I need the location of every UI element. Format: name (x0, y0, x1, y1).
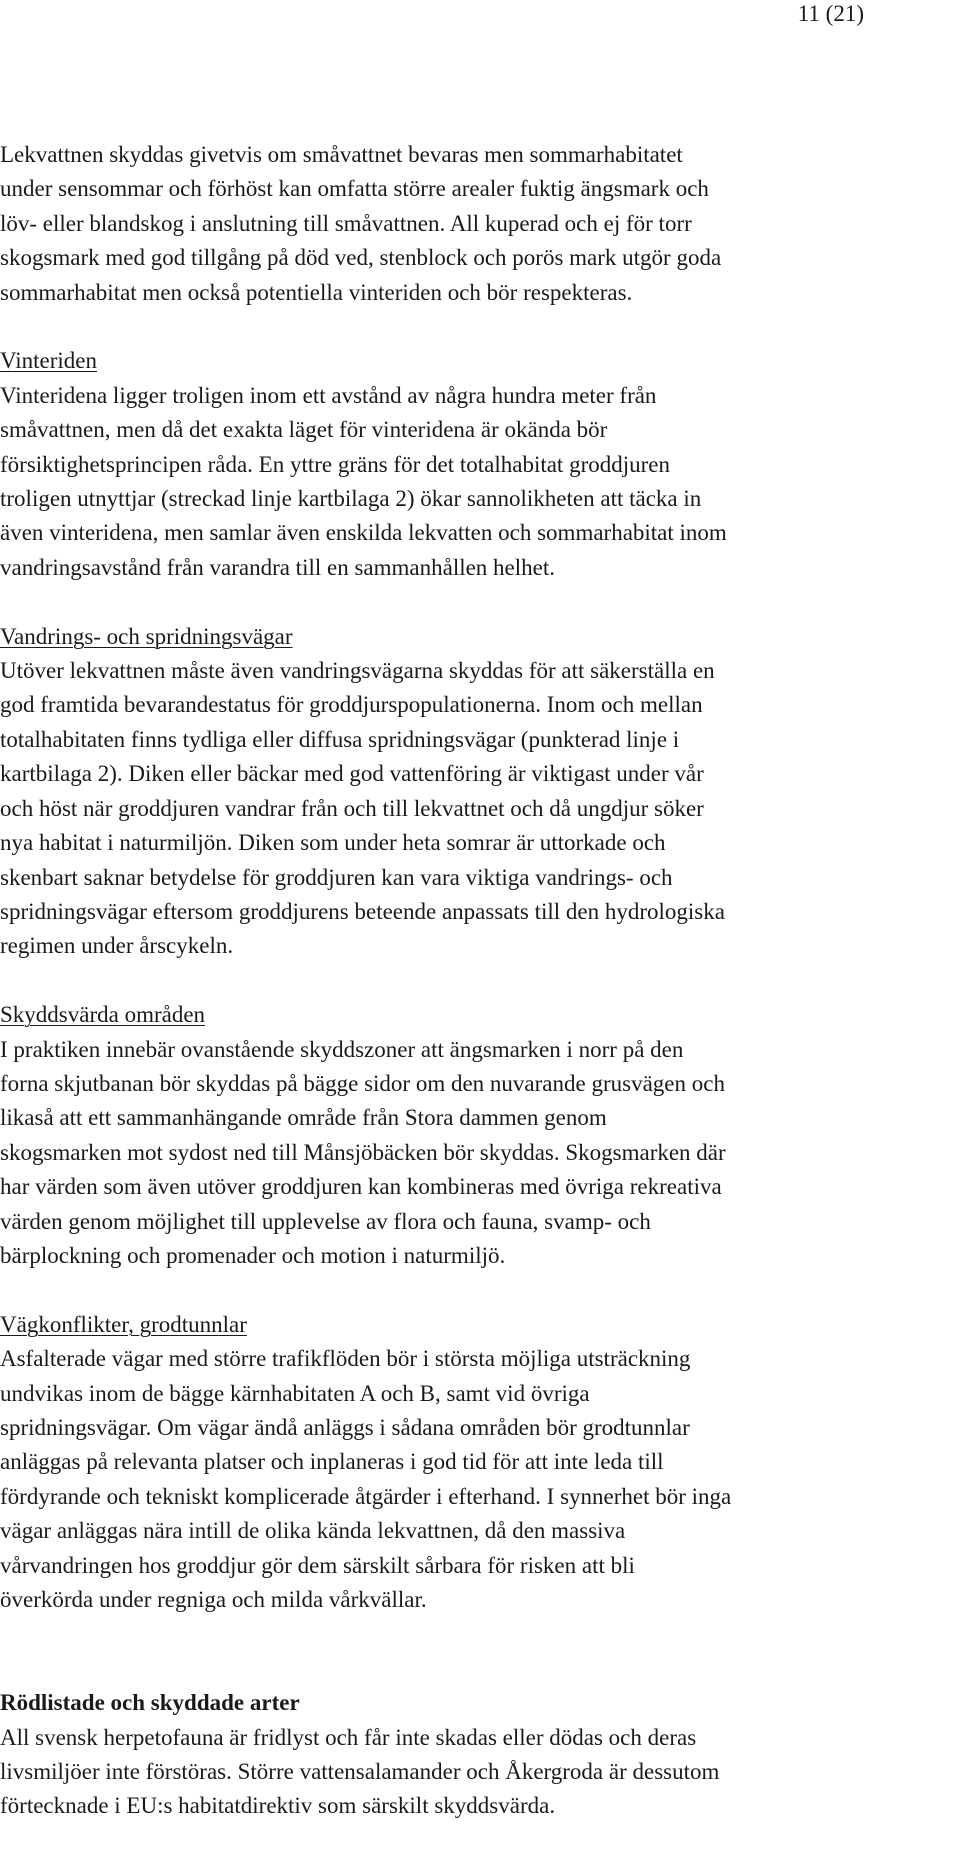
text-line: livsmiljöer inte förstöras. Större vattensalamander och Åkergroda är dessutom (0, 1759, 720, 1785)
text-line: och höst när groddjuren vandrar från och till lekvattnet och då ungdjur söker (0, 795, 704, 821)
section-heading: Vinteriden (0, 348, 97, 374)
text-line: I praktiken innebär ovanstående skyddszoner att ängsmarken i norr på den (0, 1036, 684, 1062)
section-heading: Rödlistade och skyddade arter (0, 1690, 300, 1716)
text-line: regimen under årscykeln. (0, 933, 234, 959)
section-vinteriden (0, 344, 960, 585)
text-line: löv- eller blandskog i anslutning till småvattnen. All kuperad och ej för torr (0, 210, 692, 236)
text-line: skenbart saknar betydelse för groddjuren kan vara viktiga vandrings- och (0, 864, 673, 890)
section-heading: Skyddsvärda områden (0, 1002, 206, 1028)
text-line: spridningsvägar. Om vägar ändå anläggs i sådana områden bör grodtunnlar (0, 1414, 690, 1440)
text-line: kartbilaga 2). Diken eller bäckar med god vattenföring är viktigast under vår (0, 761, 704, 787)
text-line: skogsmark med god tillgång på död ved, stenblock och porös mark utgör goda (0, 245, 722, 271)
text-line: försiktighetsprincipen råda. En yttre gräns för det totalhabitat groddjuren (0, 451, 670, 477)
text-line: troligen utnyttjar (streckad linje kartbilaga 2) ökar sannolikheten att täcka in (0, 486, 702, 512)
text-line: forna skjutbanan bör skyddas på bägge sidor om den nuvarande grusvägen och (0, 1070, 725, 1096)
text-line: god framtida bevarandestatus för groddjurspopulationerna. Inom och mellan (0, 692, 703, 718)
text-line: under sensommar och förhöst kan omfatta större arealer fuktig ängsmark och (0, 176, 709, 202)
section-vandringsvagar (0, 620, 960, 964)
text-line: totalhabitaten finns tydliga eller diffusa spridningsvägar (punkterad linje i (0, 726, 680, 752)
text-line: vårvandringen hos groddjur gör dem särskilt sårbara för risken att bli (0, 1552, 635, 1578)
text-line: småvattnen, men då det exakta läget för vinteridena är okända bör (0, 417, 608, 443)
text-line: undvikas inom de bägge kärnhabitaten A och B, samt vid övriga (0, 1380, 590, 1406)
section-skyddsvarda-omraden (0, 998, 960, 1273)
text-line: har värden som även utöver groddjuren kan kombineras med övriga rekreativa (0, 1174, 722, 1200)
section-vagkonflikter (0, 1308, 960, 1618)
text-line: värden genom möjlighet till upplevelse av flora och fauna, svamp- och (0, 1208, 651, 1234)
text-line: vägar anläggas nära intill de olika kända lekvattnen, då den massiva (0, 1518, 626, 1544)
page-number: 11 (21) (797, 1, 864, 26)
text-line: vandringsavstånd från varandra till en sammanhållen helhet. (0, 554, 555, 580)
text-line: Lekvattnen skyddas givetvis om småvattnet bevaras men sommarhabitatet (0, 142, 683, 167)
text-line: nya habitat i naturmiljön. Diken som under heta somrar är uttorkade och (0, 830, 666, 856)
text-line: Vinteridena ligger troligen inom ett avstånd av några hundra meter från (0, 382, 657, 408)
text-line: sommarhabitat men också potentiella vinteriden och bör respekteras. (0, 279, 633, 305)
text-line: anläggas på relevanta platser och inplaneras i god tid för att inte leda till (0, 1449, 664, 1475)
text-line: likaså att ett sammanhängande område från Stora dammen genom (0, 1105, 607, 1131)
text-line: förtecknade i EU:s habitatdirektiv som särskilt skyddsvärda. (0, 1793, 556, 1819)
text-line: även vinteridena, men samlar även enskilda lekvatten och sommarhabitat inom (0, 520, 727, 546)
text-line: överkörda under regniga och milda vårkvällar. (0, 1587, 427, 1612)
text-line: skogsmarken mot sydost ned till Månsjöbäcken bör skyddas. Skogsmarken där (0, 1139, 726, 1165)
section-heading: Vägkonflikter, grodtunnlar (0, 1311, 247, 1337)
text-line: bärplockning och promenader och motion i naturmiljö. (0, 1242, 506, 1268)
text-line: spridningsvägar eftersom groddjurens beteende anpassats till den hydrologiska (0, 898, 725, 924)
text-line: All svensk herpetofauna är fridlyst och får inte skadas eller dödas och deras (0, 1724, 697, 1750)
text-line: fördyrande och tekniskt komplicerade åtgärder i efterhand. I synnerhet bör inga (0, 1483, 732, 1509)
text-line: Utöver lekvattnen måste även vandringsvägarna skyddas för att säkerställa en (0, 658, 715, 684)
document-body (0, 138, 960, 1824)
text-line: Asfalterade vägar med större trafikflöden bör i största möjliga utsträckning (0, 1346, 691, 1372)
paragraph-intro (0, 138, 960, 310)
section-heading: Vandrings- och spridningsvägar (0, 623, 293, 649)
section-rodlistade-arter (0, 1686, 960, 1824)
